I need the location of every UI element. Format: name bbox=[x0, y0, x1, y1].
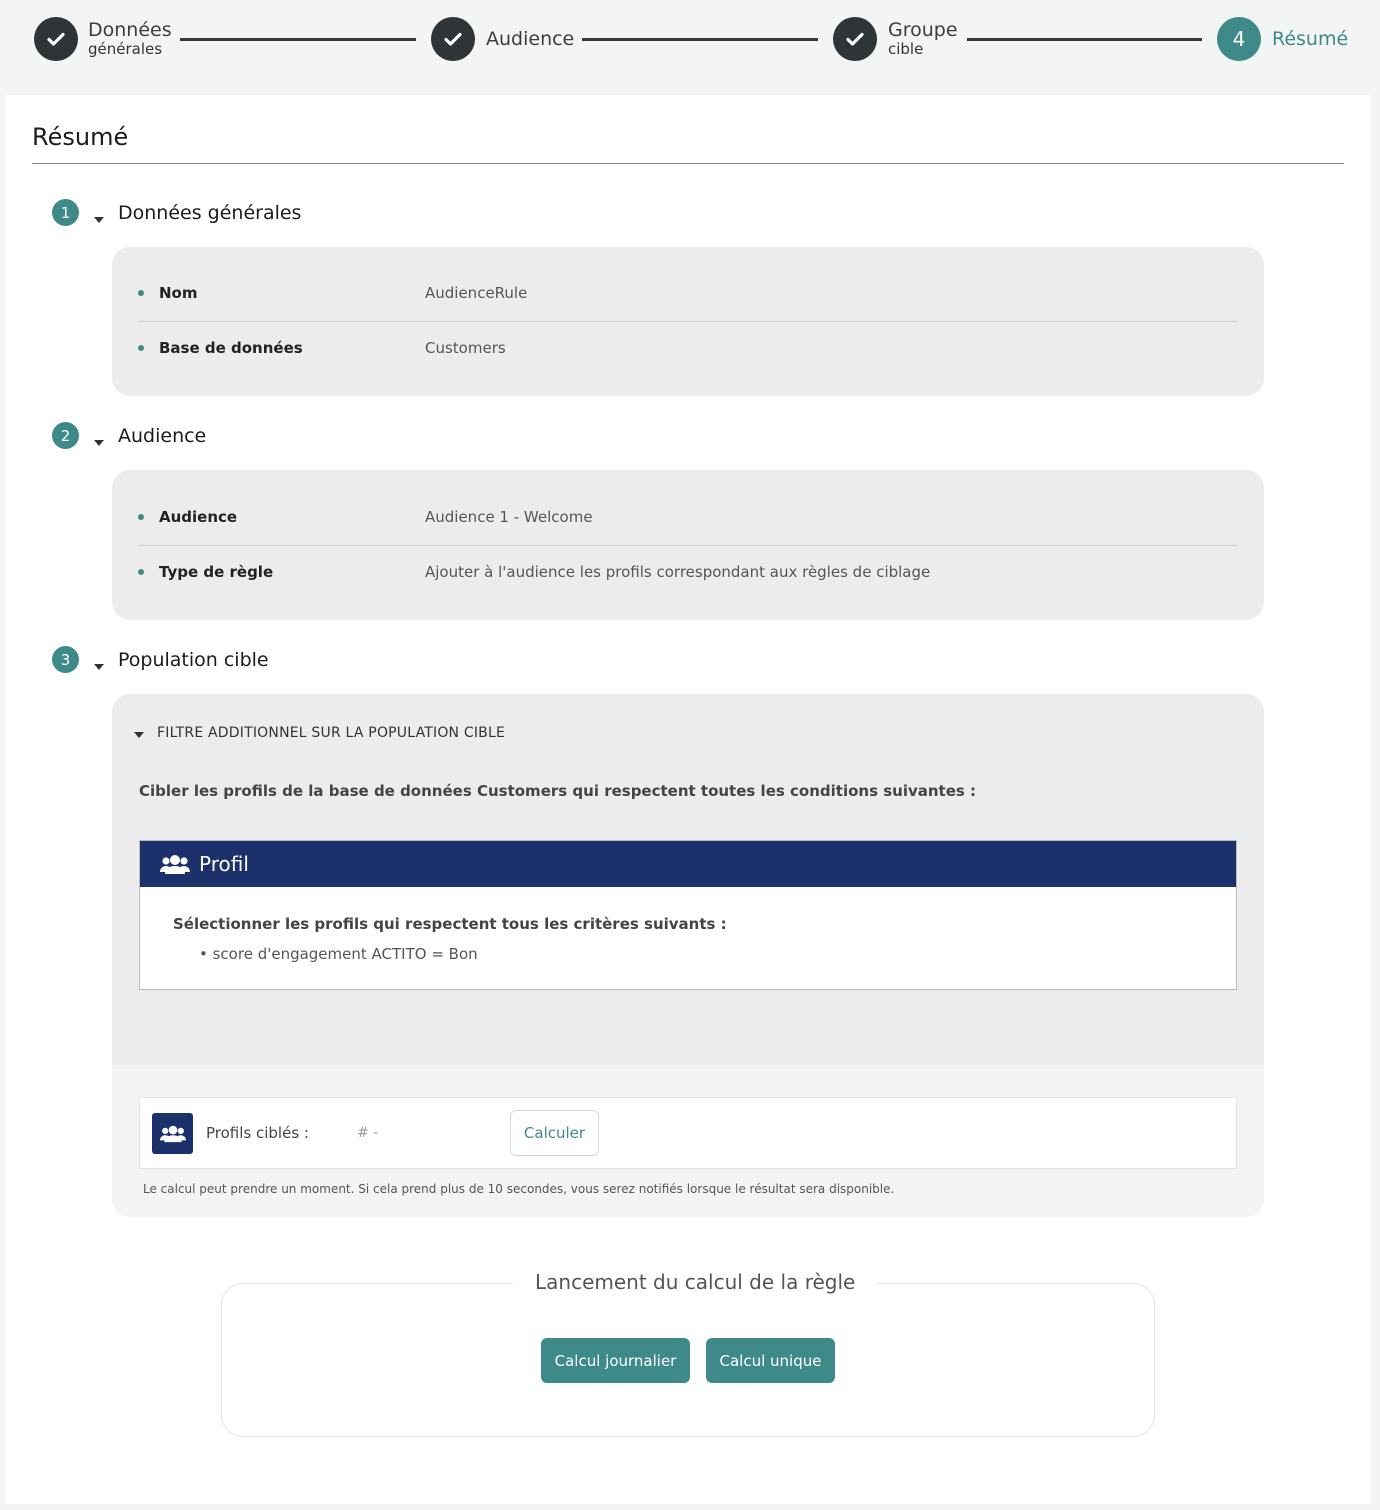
summary-card bbox=[5, 95, 1371, 1504]
users-icon bbox=[152, 1113, 193, 1154]
calculation-note: Le calcul peut prendre un moment. Si cela prend plus de 10 secondes, vous serez notifiés lorsque le résultat sera disponible. bbox=[143, 1182, 895, 1196]
stepper bbox=[0, 0, 1380, 80]
step-2-check-icon[interactable] bbox=[431, 17, 475, 61]
summary-row bbox=[138, 320, 1238, 375]
row-value: Customers bbox=[425, 338, 506, 357]
step-4-title: Résumé bbox=[1272, 28, 1349, 50]
step-3-check-icon[interactable] bbox=[833, 17, 877, 61]
population-panel bbox=[112, 694, 1264, 1217]
calculate-button[interactable]: Calculer bbox=[510, 1110, 599, 1156]
profile-count-box bbox=[139, 1097, 1237, 1169]
summary-row bbox=[138, 544, 1238, 599]
section-1-title[interactable]: Données générales bbox=[118, 202, 302, 224]
profile-count-value: # - bbox=[357, 1125, 379, 1141]
bullet-icon bbox=[138, 514, 144, 520]
step-3-label[interactable] bbox=[888, 20, 958, 58]
page-title: Résumé bbox=[32, 123, 129, 151]
section-3-title[interactable]: Population cible bbox=[118, 649, 269, 671]
chevron-down-icon[interactable] bbox=[94, 440, 104, 446]
section-2-title[interactable]: Audience bbox=[118, 425, 207, 447]
section-1-panel bbox=[112, 247, 1264, 396]
filter-title[interactable]: FILTRE ADDITIONNEL SUR LA POPULATION CIBLE bbox=[157, 725, 506, 741]
daily-calculation-button[interactable]: Calcul journalier bbox=[541, 1338, 690, 1383]
profil-header-title: Profil bbox=[199, 852, 249, 876]
step-3-subtitle: cible bbox=[888, 40, 924, 58]
chevron-down-icon[interactable] bbox=[134, 732, 144, 738]
criteria-item: • score d'engagement ACTITO = Bon bbox=[199, 945, 478, 963]
profil-box bbox=[139, 840, 1237, 990]
step-connector bbox=[967, 38, 1202, 41]
step-3-title: Groupe bbox=[888, 19, 958, 41]
row-key: Nom bbox=[159, 283, 198, 302]
step-2-label[interactable] bbox=[486, 29, 574, 49]
launch-fieldset bbox=[221, 1270, 1155, 1437]
title-divider bbox=[32, 163, 1344, 164]
profile-count-label: Profils ciblés : bbox=[206, 1124, 309, 1142]
row-key: Audience bbox=[159, 507, 238, 526]
bullet-icon bbox=[138, 290, 144, 296]
step-4-label[interactable] bbox=[1272, 29, 1348, 49]
step-1-subtitle: générales bbox=[88, 40, 163, 58]
summary-row bbox=[138, 489, 1238, 544]
step-4-number[interactable]: 4 bbox=[1217, 17, 1261, 61]
step-2-title: Audience bbox=[486, 28, 575, 50]
step-1-label[interactable] bbox=[88, 20, 172, 58]
summary-row bbox=[138, 265, 1238, 320]
profil-subtitle: Sélectionner les profils qui respectent tous les critères suivants : bbox=[173, 915, 727, 933]
filter-area bbox=[112, 694, 1264, 1065]
row-key: Base de données bbox=[159, 338, 303, 357]
profil-header bbox=[140, 841, 1236, 887]
row-value: AudienceRule bbox=[425, 283, 528, 302]
section-3-number: 3 bbox=[52, 646, 79, 673]
step-connector bbox=[582, 38, 818, 41]
section-2-panel bbox=[112, 470, 1264, 620]
bullet-icon bbox=[138, 345, 144, 351]
section-2-number: 2 bbox=[52, 422, 79, 449]
chevron-down-icon[interactable] bbox=[94, 664, 104, 670]
users-icon bbox=[160, 852, 190, 876]
step-1-check-icon[interactable] bbox=[34, 17, 78, 61]
step-connector bbox=[180, 38, 416, 41]
row-value: Ajouter à l'audience les profils correspondant aux règles de ciblage bbox=[425, 562, 931, 581]
bullet-icon bbox=[138, 569, 144, 575]
single-calculation-button[interactable]: Calcul unique bbox=[706, 1338, 835, 1383]
step-1-title: Données bbox=[88, 19, 172, 41]
filter-description: Cibler les profils de la base de données Customers qui respectent toutes les conditions suivantes : bbox=[139, 782, 977, 800]
chevron-down-icon[interactable] bbox=[94, 217, 104, 223]
launch-legend: Lancement du calcul de la règle bbox=[513, 1270, 877, 1294]
row-key: Type de règle bbox=[159, 562, 274, 581]
section-1-number: 1 bbox=[52, 199, 79, 226]
row-value: Audience 1 - Welcome bbox=[425, 507, 593, 526]
